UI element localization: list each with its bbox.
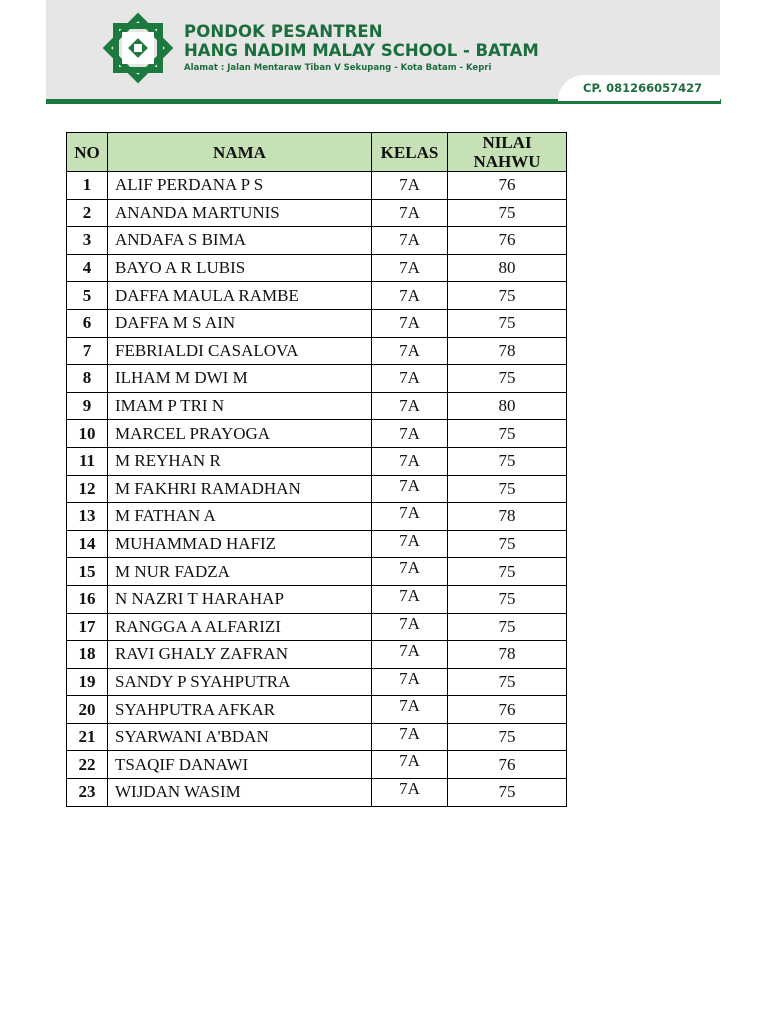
cell-no: 9 (67, 392, 108, 420)
cell-nilai: 75 (448, 613, 567, 641)
cell-kelas: 7A (372, 475, 448, 503)
cell-kelas: 7A (372, 696, 448, 724)
cell-nilai: 75 (448, 558, 567, 586)
cell-nama: ALIF PERDANA P S (108, 172, 372, 200)
cell-kelas: 7A (372, 668, 448, 696)
cell-nilai: 75 (448, 723, 567, 751)
cell-no: 15 (67, 558, 108, 586)
cell-kelas: 7A (372, 751, 448, 779)
cell-nilai: 76 (448, 227, 567, 255)
cell-kelas: 7A (372, 723, 448, 751)
cell-kelas: 7A (372, 503, 448, 531)
cell-nilai: 75 (448, 530, 567, 558)
school-address: Alamat : Jalan Mentaraw Tiban V Sekupang - Kota Batam - Kepri (184, 63, 492, 73)
cell-kelas: 7A (372, 641, 448, 669)
cell-no: 14 (67, 530, 108, 558)
cell-kelas: 7A (372, 254, 448, 282)
cell-nilai: 80 (448, 254, 567, 282)
table-row (67, 613, 567, 641)
table-row (67, 668, 567, 696)
table-row (67, 172, 567, 200)
cell-kelas: 7A (372, 227, 448, 255)
cell-nama: WIJDAN WASIM (108, 779, 372, 807)
cell-nama: RANGGA A ALFARIZI (108, 613, 372, 641)
cell-nilai: 76 (448, 172, 567, 200)
cell-nilai: 78 (448, 337, 567, 365)
table-row (67, 779, 567, 807)
school-logo-icon (98, 10, 178, 88)
cell-nama: N NAZRI T HARAHAP (108, 585, 372, 613)
cell-no: 5 (67, 282, 108, 310)
table-row (67, 392, 567, 420)
cell-kelas: 7A (372, 585, 448, 613)
cell-no: 16 (67, 585, 108, 613)
cell-nama: ANANDA MARTUNIS (108, 199, 372, 227)
table-row (67, 641, 567, 669)
cell-nilai: 75 (448, 420, 567, 448)
table-row (67, 365, 567, 393)
table-row (67, 585, 567, 613)
cell-nama: MARCEL PRAYOGA (108, 420, 372, 448)
cell-no: 1 (67, 172, 108, 200)
table-header-row (67, 133, 567, 172)
cell-kelas: 7A (372, 779, 448, 807)
contact-phone: CP. 081266057427 (583, 81, 703, 95)
cell-no: 22 (67, 751, 108, 779)
table-row (67, 530, 567, 558)
cell-kelas: 7A (372, 309, 448, 337)
cell-kelas: 7A (372, 613, 448, 641)
cell-nama: RAVI GHALY ZAFRAN (108, 641, 372, 669)
table-row (67, 751, 567, 779)
cell-nilai: 75 (448, 199, 567, 227)
table-row (67, 199, 567, 227)
school-name-line2: HANG NADIM MALAY SCHOOL - BATAM (184, 41, 539, 60)
cell-nama: DAFFA M S AIN (108, 309, 372, 337)
cell-no: 12 (67, 475, 108, 503)
table-row (67, 723, 567, 751)
table-body (67, 172, 567, 807)
cell-nama: M NUR FADZA (108, 558, 372, 586)
school-name-line1: PONDOK PESANTREN (184, 22, 383, 41)
cell-nama: IMAM P TRI N (108, 392, 372, 420)
cell-no: 23 (67, 779, 108, 807)
cell-kelas: 7A (372, 172, 448, 200)
cell-kelas: 7A (372, 530, 448, 558)
column-header-nilai: NILAI NAHWU (448, 133, 567, 172)
cell-nama: FEBRIALDI CASALOVA (108, 337, 372, 365)
cell-nama: MUHAMMAD HAFIZ (108, 530, 372, 558)
cell-no: 4 (67, 254, 108, 282)
cell-nama: ILHAM M DWI M (108, 365, 372, 393)
cell-kelas: 7A (372, 558, 448, 586)
cell-nilai: 75 (448, 282, 567, 310)
cell-nama: TSAQIF DANAWI (108, 751, 372, 779)
table-row (67, 337, 567, 365)
cell-nilai: 75 (448, 668, 567, 696)
column-header-kelas: KELAS (372, 133, 448, 172)
cell-no: 2 (67, 199, 108, 227)
cell-nama: M FAKHRI RAMADHAN (108, 475, 372, 503)
table-row (67, 309, 567, 337)
grades-table (66, 132, 567, 807)
cell-nama: SANDY P SYAHPUTRA (108, 668, 372, 696)
cell-nilai: 75 (448, 365, 567, 393)
cell-kelas: 7A (372, 420, 448, 448)
cell-nilai: 78 (448, 503, 567, 531)
cell-kelas: 7A (372, 365, 448, 393)
cell-nama: BAYO A R LUBIS (108, 254, 372, 282)
cell-no: 6 (67, 309, 108, 337)
column-header-nama: NAMA (108, 133, 372, 172)
table-row (67, 558, 567, 586)
cell-no: 11 (67, 447, 108, 475)
table-row (67, 475, 567, 503)
cell-kelas: 7A (372, 282, 448, 310)
cell-nilai: 76 (448, 751, 567, 779)
cell-no: 20 (67, 696, 108, 724)
table-row (67, 447, 567, 475)
cell-nama: ANDAFA S BIMA (108, 227, 372, 255)
table-row (67, 696, 567, 724)
cell-no: 17 (67, 613, 108, 641)
cell-no: 19 (67, 668, 108, 696)
cell-nilai: 78 (448, 641, 567, 669)
cell-nilai: 80 (448, 392, 567, 420)
cell-kelas: 7A (372, 337, 448, 365)
cell-nama: M REYHAN R (108, 447, 372, 475)
cell-no: 3 (67, 227, 108, 255)
table-row (67, 420, 567, 448)
cell-no: 13 (67, 503, 108, 531)
cell-nama: SYARWANI A'BDAN (108, 723, 372, 751)
cell-nilai: 75 (448, 309, 567, 337)
cell-kelas: 7A (372, 199, 448, 227)
cell-nilai: 75 (448, 447, 567, 475)
table-row (67, 254, 567, 282)
table-row (67, 503, 567, 531)
column-header-no: NO (67, 133, 108, 172)
cell-no: 8 (67, 365, 108, 393)
cell-no: 10 (67, 420, 108, 448)
table-row (67, 282, 567, 310)
cell-nama: DAFFA MAULA RAMBE (108, 282, 372, 310)
cell-nilai: 76 (448, 696, 567, 724)
cell-nilai: 75 (448, 475, 567, 503)
cell-no: 7 (67, 337, 108, 365)
cell-nilai: 75 (448, 779, 567, 807)
cell-no: 21 (67, 723, 108, 751)
cell-kelas: 7A (372, 392, 448, 420)
cell-kelas: 7A (372, 447, 448, 475)
cell-nama: SYAHPUTRA AFKAR (108, 696, 372, 724)
cell-nama: M FATHAN A (108, 503, 372, 531)
cell-no: 18 (67, 641, 108, 669)
cell-nilai: 75 (448, 585, 567, 613)
table-row (67, 227, 567, 255)
